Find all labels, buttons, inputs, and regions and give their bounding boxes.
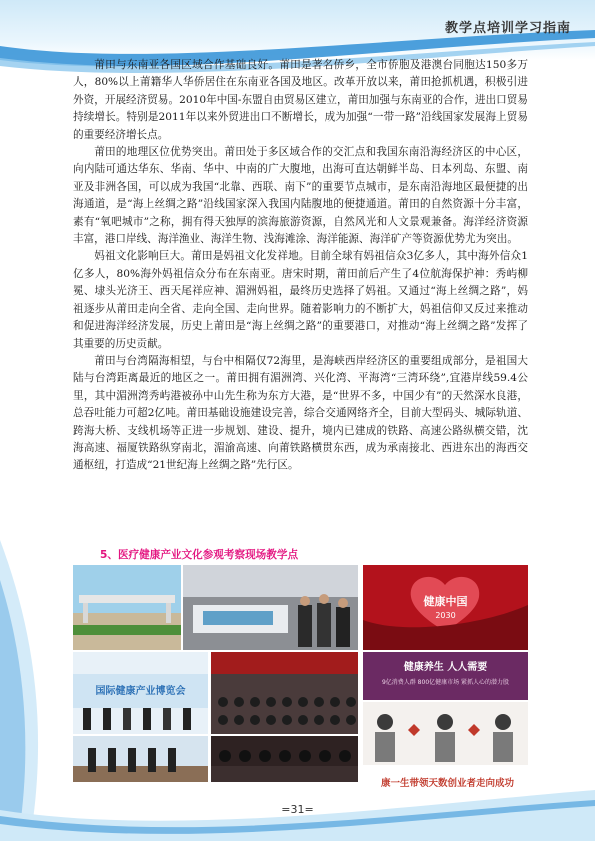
photo-collage [73,565,528,787]
health-china-year: 2030 [435,611,456,620]
photo-park-gate [73,565,181,650]
paragraph: 莆田与东南亚各国区域合作基础良好。莆田是著名侨乡，全市侨胞及港澳台同胞达150多万人，80%以上莆籍华人华侨居住在东南亚各国及地区。改革开放以来，莆田抢抓机遇，积极引进外资，开展经济贸易。2010年中国-东盟自由贸易区建立，莆田加强与东南亚的合作，进出口贸易持续增长。特别是2011年以来外贸进出口不断增长，成为加强“一带一路”沿线国家发展海上贸易的重要经济增长点。 [73,59,528,141]
paragraph: 妈祖文化影响巨大。莆田是妈祖文化发祥地。目前全球有妈祖信众3亿多人，其中海外信众1亿多人，80%海外妈祖信众分布在东南亚。唐宋时期，莆田前后产生了4位航海保护神：秀屿柳冕、埭头光济王、西天尾祥应神、湄洲妈祖，最终历史选择了妈祖。又通过“海上丝绸之路”，妈祖逐步从莆田走向全省、走向全国、走向世界。随着影响力的不断扩大，妈祖信仰又反过来推动和促进海洋经济发展，历史上莆田是“海上丝绸之路”的重要港口，对推动“海上丝绸之路”发挥了其重要的历史贡献。 [73,250,528,350]
photo-conference [211,652,358,734]
paragraph: 莆田与台湾隔海相望，与台中相隔仅72海里，是海峡西岸经济区的重要组成部分，是祖国大陆与台湾距离最近的地区之一。莆田拥有湄洲湾、兴化湾、平海湾“三湾环绕”,宜港岸线59.4公里，其中湄洲湾秀屿港被孙中山先生称为东方大港，是“世界不多，中国少有”的天然深水良港，总吞吐能力可超2亿吨。莆田基础设施建设完善，综合交通网络齐全，目前大型码头、城际轨道、跨海大桥、支线机场等正进一步规划、建设、提升，境内已建成的铁路、高速公路纵横交错，沈海高速、福厦铁路纵穿南北，湄渝高速、向莆铁路横贯东西，成为承南接北、西进东出的海西交通枢纽，打造成“21世纪海上丝绸之路”先行区。 [73,354,528,472]
health-banner-sub: 9亿消费人群 800亿健康市场 紧抓人心的潜力股 [381,679,510,686]
photo-exhibition-hall [183,565,358,650]
footer-swoosh [0,760,595,841]
paragraph: 莆田的地理区位优势突出。莆田处于多区域合作的交汇点和我国东南沿海经济区的中心区，向内陆可通达华东、华南、华中、中南的广大腹地，出海可直达朝鲜半岛、日本列岛、东盟、南亚及非洲各国，可以成为我国“北靠、西联、南下”的重要节点城市，是东南沿海地区最便捷的出海通道，是“海上丝绸之路”沿线国家深入我国内陆腹地的便捷通道。莆田的自然资源十分丰富，素有“氧吧城市”之称，拥有得天独厚的滨海旅游资源，自然风光和人文景观兼备。海洋经济资源丰富，港口岸线、海洋渔业、海洋生物、浅海滩涂、海洋能源、海洋矿产等资源优势尤为突出。 [73,146,528,246]
header-title: 教学点培训学习指南 [444,21,571,36]
photo-health-china [363,565,528,650]
section-heading: 5、医疗健康产业文化参观考察现场教学点 [100,549,299,561]
photo-caption: 康一生带领天数创业者走向成功 [380,778,514,789]
photo-health-banner [363,652,528,700]
photo-healthcare-people [363,702,528,765]
expo-banner: 国际健康产业博览会 [95,686,186,697]
photo-expo [73,652,208,734]
health-banner-title: 健康养生 人人需要 [403,662,488,673]
page-number: =31= [281,803,314,816]
body-text [73,57,528,475]
health-china-label: 健康中国 [423,595,468,608]
